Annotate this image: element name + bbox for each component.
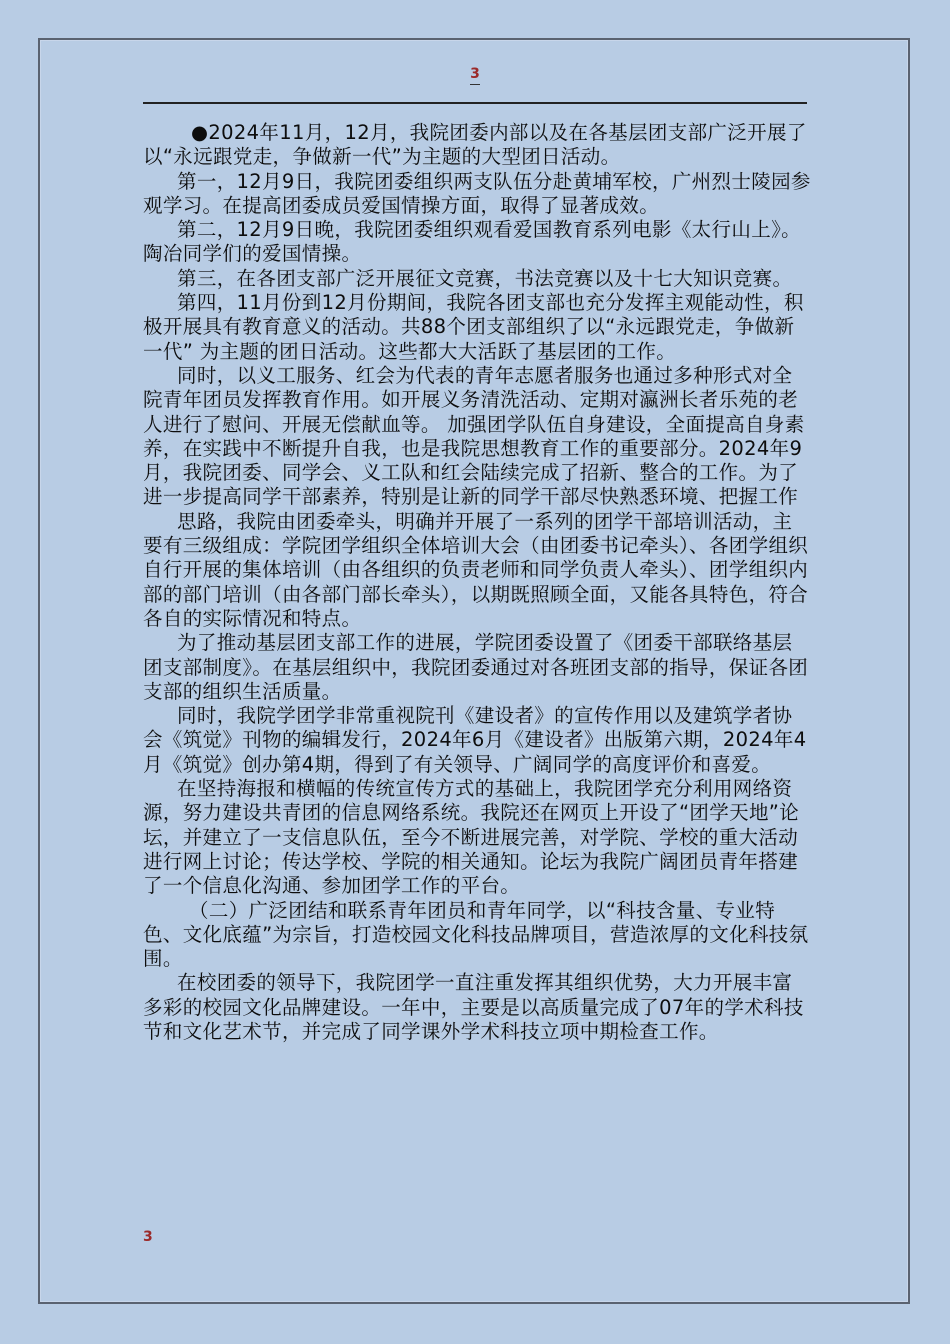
paragraph-7: 思路，我院由团委牵头，明确并开展了一系列的团学干部培训活动，主要有三级组成：学院团学组织全体培训大会（由团委书记牵头）、各团学组织自行开展的集体培训（由各组织的负责老师和同学负责人牵头）、团学组织内部的部门培训（由各部门部长牵头），以期既照顾全面，又能各具特色，符合各自的实际情况和特点。 <box>143 509 809 630</box>
header-rule <box>143 102 807 104</box>
header-page-number: 3 <box>465 66 485 85</box>
paragraph-1: ●2024年11月，12月，我院团委内部以及在各基层团支部广泛开展了以“永远跟党走，争做新一代”为主题的大型团日活动。 <box>143 121 807 169</box>
paragraph-4: 第三，在各团支部广泛开展征文竞赛，书法竞赛以及十七大知识竞赛。 <box>177 266 793 290</box>
paragraph-9: 同时，我院学团学非常重视院刊《建设者》的宣传作用以及建筑学者协会《筑觉》刊物的编辑发行，2024年6月《建设者》出版第六期，2024年4月《筑觉》创办第4期，得到了有关领导、广阔同学的高度评价和喜爱。 <box>143 704 807 776</box>
document-body <box>143 121 811 1044</box>
paragraph-3: 第二，12月9日晚，我院团委组织观看爱国教育系列电影《太行山上》。陶冶同学们的爱国情操。 <box>143 218 802 266</box>
paragraph-2: 第一，12月9日，我院团委组织两支队伍分赴黄埔军校，广州烈士陵园参观学习。在提高团委成员爱国情操方面，取得了显著成效。 <box>143 169 811 217</box>
paragraph-8: 为了推动基层团支部工作的进展，学院团委设置了《团委干部联络基层团支部制度》。在基层组织中，我院团委通过对各班团支部的指导，保证各团支部的组织生活质量。 <box>143 631 809 703</box>
paragraph-6: 同时，以义工服务、红会为代表的青年志愿者服务也通过多种形式对全院青年团员发挥教育作用。如开展义务清洗活动、定期对瀛洲长者乐苑的老人进行了慰问、开展无偿献血等。 加强团学队伍自身建设，全面提高自身素养，在实践中不断提升自我，也是我院思想教育工作的重要部分。2024年9月，我院团委、同学会、义工队和红会陆续完成了招新、整合的工作。为了进一步提高同学干部素养，特别是让新的同学干部尽快熟悉环境、把握工作 <box>143 363 805 509</box>
paragraph-10: 在坚持海报和横幅的传统宣传方式的基础上，我院团学充分利用网络资源，努力建设共青团的信息网络系统。我院还在网页上开设了“团学天地”论坛，并建立了一支信息队伍，至今不断进展完善，对学院、学校的重大活动进行网上讨论；传达学校、学院的相关通知。论坛为我院广阔团员青年搭建了一个信息化沟通、参加团学工作的平台。 <box>143 777 800 898</box>
paragraph-5: 第四，11月份到12月份期间，我院各团支部也充分发挥主观能动性，积极开展具有教育意义的活动。共88个团支部组织了以“永远跟党走，争做新一代” 为主题的团日活动。这些都大大活跃了基层团的工作。 <box>143 291 804 363</box>
paragraph-11: （二）广泛团结和联系青年团员和青年同学，以“科技含量、专业特色、文化底蕴”为宗旨，打造校园文化科技品牌项目，营造浓厚的文化科技氛围。 <box>143 898 809 971</box>
paragraph-12: 在校团委的领导下，我院团学一直注重发挥其组织优势，大力开展丰富多彩的校园文化品牌建设。一年中，主要是以高质量完成了07年的学术科技节和文化艺术节，并完成了同学课外学术科技立项中期检查工作。 <box>143 971 804 1043</box>
footer-page-number: 3 <box>143 1229 153 1245</box>
